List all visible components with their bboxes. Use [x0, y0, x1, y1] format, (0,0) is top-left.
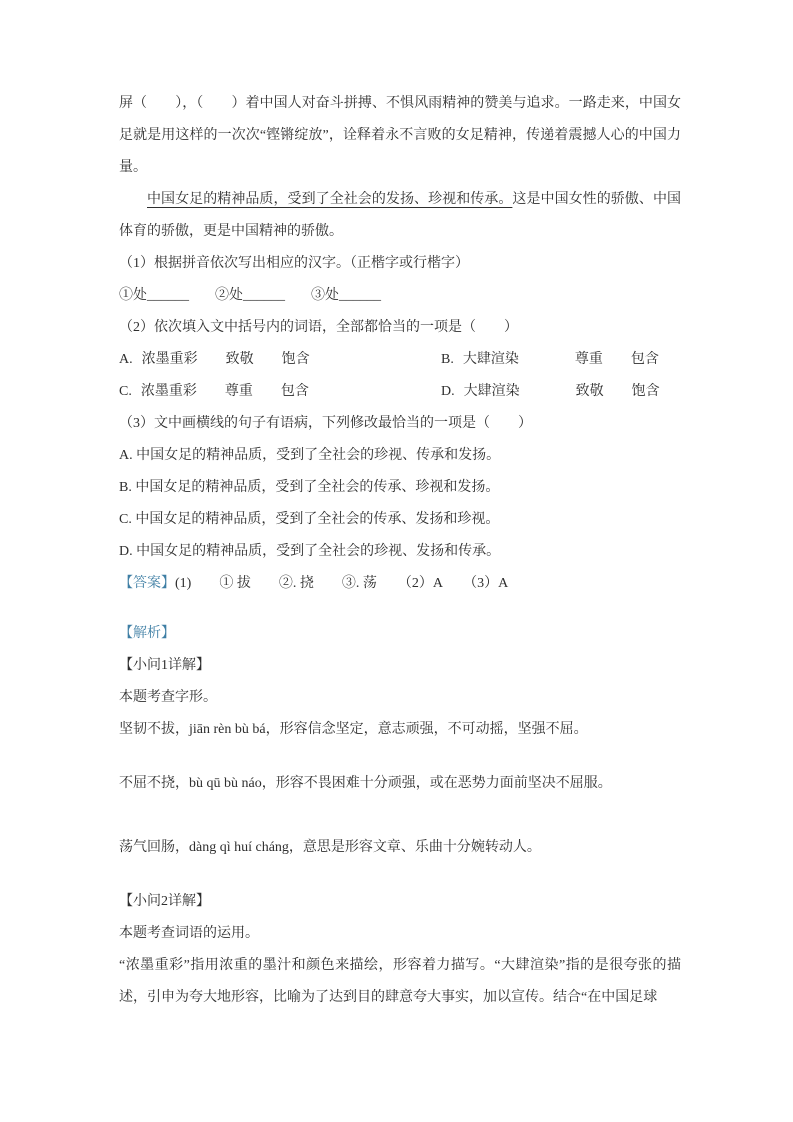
q3-option-c: C. 中国女足的精神品质，受到了全社会的传承、发扬和珍视。: [119, 512, 500, 527]
blank-2: ②处______: [215, 288, 285, 303]
q2-option-d: [441, 376, 681, 408]
analysis-s1-p3: 不屈不挠，bù qū bù náo，形容不畏困难十分顽强，或在恶势力面前坚决不屈服。: [119, 776, 612, 791]
option-word: 大肆渲染: [463, 384, 520, 399]
analysis-s1-p4: 荡气回肠，dàng qì huí cháng，意思是形容文章、乐曲十分婉转动人。: [119, 840, 541, 855]
q2-option-a: [119, 344, 441, 376]
question-1-blanks: [119, 280, 681, 312]
underlined-sentence: 中国女足的精神品质，受到了全社会的发扬、珍视和传承。: [147, 192, 513, 207]
answer-body: (1) ① 拔 ②. 挠 ③. 荡 （2）A （3）A: [175, 576, 509, 591]
option-label: B.: [441, 352, 454, 367]
blank-1: ①处______: [119, 288, 189, 303]
passage-paragraph-2-rest: 这是中国女性的骄傲、中国体育的骄傲，更是中国精神的骄傲。: [119, 192, 682, 239]
analysis-s1-p1: 本题考查字形。: [119, 690, 217, 705]
option-word: 大肆渲染: [462, 352, 519, 367]
question-3-prompt: （3）文中画横线的句子有语病，下列修改最恰当的一项是（ ）: [119, 416, 532, 431]
answer-tag: 【答案】: [119, 576, 175, 591]
question-1-prompt: （1）根据拼音依次写出相应的汉字。（正楷字或行楷字）: [119, 256, 469, 271]
question-2-options: [119, 344, 681, 408]
option-word: 致敬: [575, 384, 604, 399]
analysis-s1-p2: 坚韧不拔，jiān rèn bù bá，形容信念坚定，意志顽强，不可动摇，坚强不屈。: [119, 722, 588, 737]
q3-option-a: A. 中国女足的精神品质，受到了全社会的珍视、传承和发扬。: [119, 448, 501, 463]
document-content: [119, 88, 681, 1014]
option-word: 尊重: [224, 384, 253, 399]
passage-paragraph-2: [119, 184, 681, 248]
passage-paragraph-1: 屏（ ），（ ）着中国人对奋斗拼搏、不惧风雨精神的赞美与追求。一路走来，中国女足就是用这样的一次次“铿锵绽放”，诠释着永不言败的女足精神，传递着震撼人心的中国力量。: [119, 96, 681, 175]
option-label: D.: [441, 384, 455, 399]
q2-option-b: [441, 344, 681, 376]
option-word: 包含: [280, 384, 309, 399]
analysis-tag: 【解析】: [119, 626, 175, 641]
blank-3: ③处______: [311, 288, 381, 303]
option-word: 包含: [630, 352, 659, 367]
analysis-s2-p2: “浓墨重彩”指用浓重的墨汁和颜色来描绘，形容着力描写。“大肆渲染”指的是很夸张的描述，引申为夸大地形容，比喻为了达到目的肆意夸大事实，加以宣传。结合“在中国足球: [119, 958, 681, 1005]
q2-option-c: [119, 376, 441, 408]
answer-line: [119, 568, 681, 600]
analysis-s2-p1: 本题考查词语的运用。: [119, 926, 259, 941]
subquestion-1-heading: 【小问1详解】: [119, 658, 210, 673]
question-2-prompt: （2）依次填入文中括号内的词语，全部都恰当的一项是（ ）: [119, 320, 518, 335]
q3-option-d: D. 中国女足的精神品质，受到了全社会的珍视、发扬和传承。: [119, 544, 501, 559]
option-word: 饱含: [631, 384, 660, 399]
subquestion-2-heading: 【小问2详解】: [119, 894, 210, 909]
option-label: A.: [119, 352, 133, 367]
q3-option-b: B. 中国女足的精神品质，受到了全社会的传承、珍视和发扬。: [119, 480, 500, 495]
option-word: 浓墨重彩: [140, 384, 197, 399]
option-word: 致敬: [225, 352, 254, 367]
option-label: C.: [119, 384, 132, 399]
option-word: 尊重: [574, 352, 603, 367]
option-word: 饱含: [281, 352, 310, 367]
option-word: 浓墨重彩: [141, 352, 198, 367]
